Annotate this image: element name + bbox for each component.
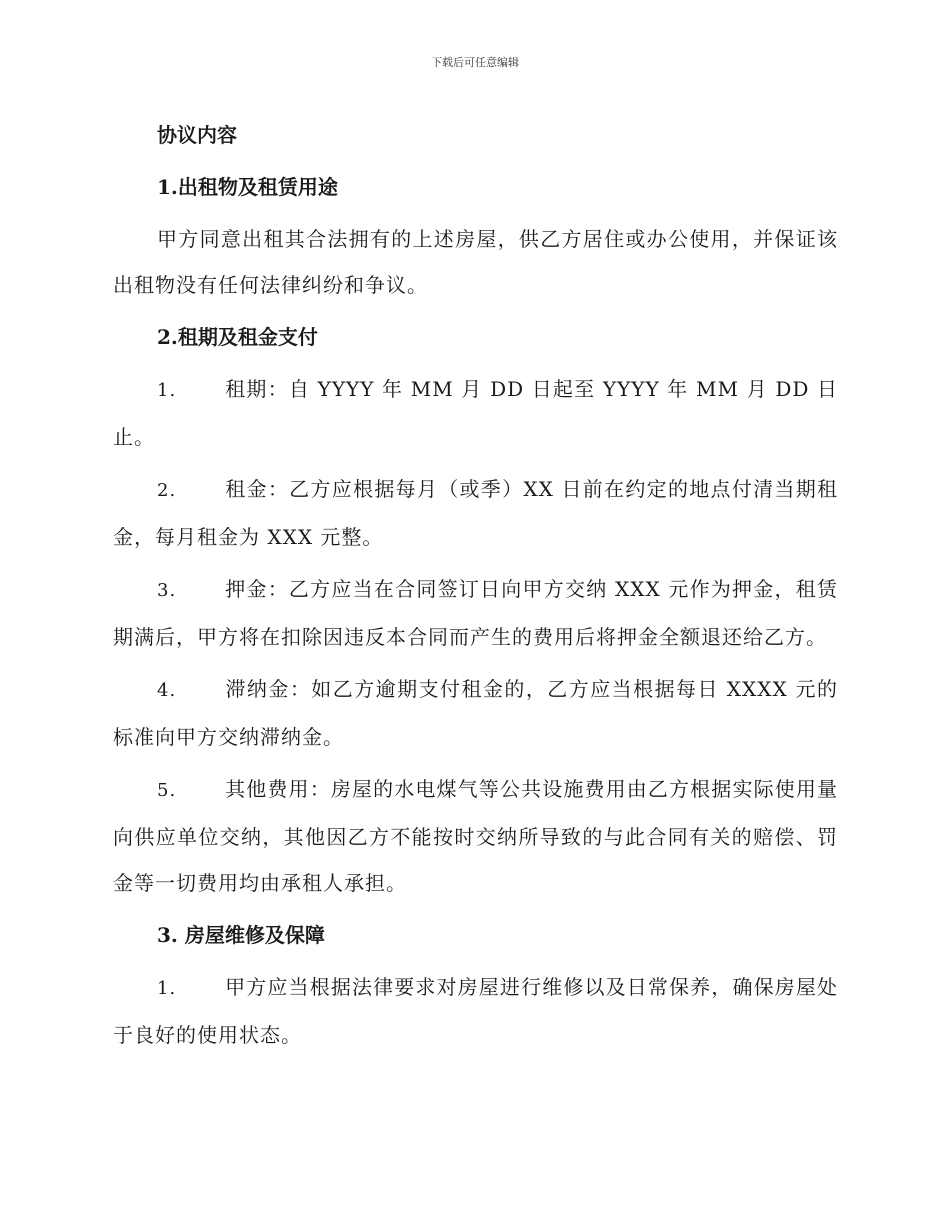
item-text: 甲方应当根据法律要求对房屋进行维修以及日常保养，确保房屋处于良好的使用状态。 (113, 975, 838, 1047)
section-2-item (113, 466, 838, 560)
item-text: 租金：乙方应根据每月（或季）XX 日前在约定的地点付清当期租金，每月租金为 XXX 元整。 (113, 477, 838, 549)
section-3-item (113, 964, 838, 1058)
item-number: 4. (157, 680, 177, 701)
item-number: 1. (157, 380, 177, 401)
section-2-item (113, 366, 838, 460)
item-text: 租期：自 YYYY 年 MM 月 DD 日起至 YYYY 年 MM 月 DD 日止。 (113, 377, 838, 449)
item-text: 其他费用：房屋的水电煤气等公共设施费用由乙方根据实际使用量向供应单位交纳，其他因乙方不能按时交纳所导致的与此合同有关的赔偿、罚金等一切费用均由承租人承担。 (113, 777, 838, 895)
document-title: 协议内容 (157, 123, 237, 147)
item-text: 滞纳金：如乙方逾期支付租金的，乙方应当根据每日 XXXX 元的标准向甲方交纳滞纳金。 (113, 677, 838, 749)
item-text: 押金：乙方应当在合同签订日向甲方交纳 XXX 元作为押金，租赁期满后，甲方将在扣除因违反本合同而产生的费用后将押金全额退还给乙方。 (113, 577, 838, 649)
document-body (113, 112, 838, 1064)
item-number: 1. (157, 978, 177, 999)
section-2-item (113, 666, 838, 760)
item-number: 5. (157, 780, 177, 801)
section-1-heading: 1.出租物及租赁用途 (157, 175, 338, 199)
item-number: 2. (157, 480, 177, 501)
section-2-item (113, 566, 838, 660)
section-3-heading: 3. 房屋维修及保障 (157, 923, 325, 947)
header-note: 下载后可任意编辑 (431, 56, 519, 69)
section-1-paragraph: 甲方同意出租其合法拥有的上述房屋，供乙方居住或办公使用，并保证该出租物没有任何法律纠纷和争议。 (113, 227, 838, 297)
item-number: 3. (157, 580, 177, 601)
section-2-heading: 2.租期及租金支付 (157, 325, 318, 349)
section-2-item (113, 766, 838, 906)
